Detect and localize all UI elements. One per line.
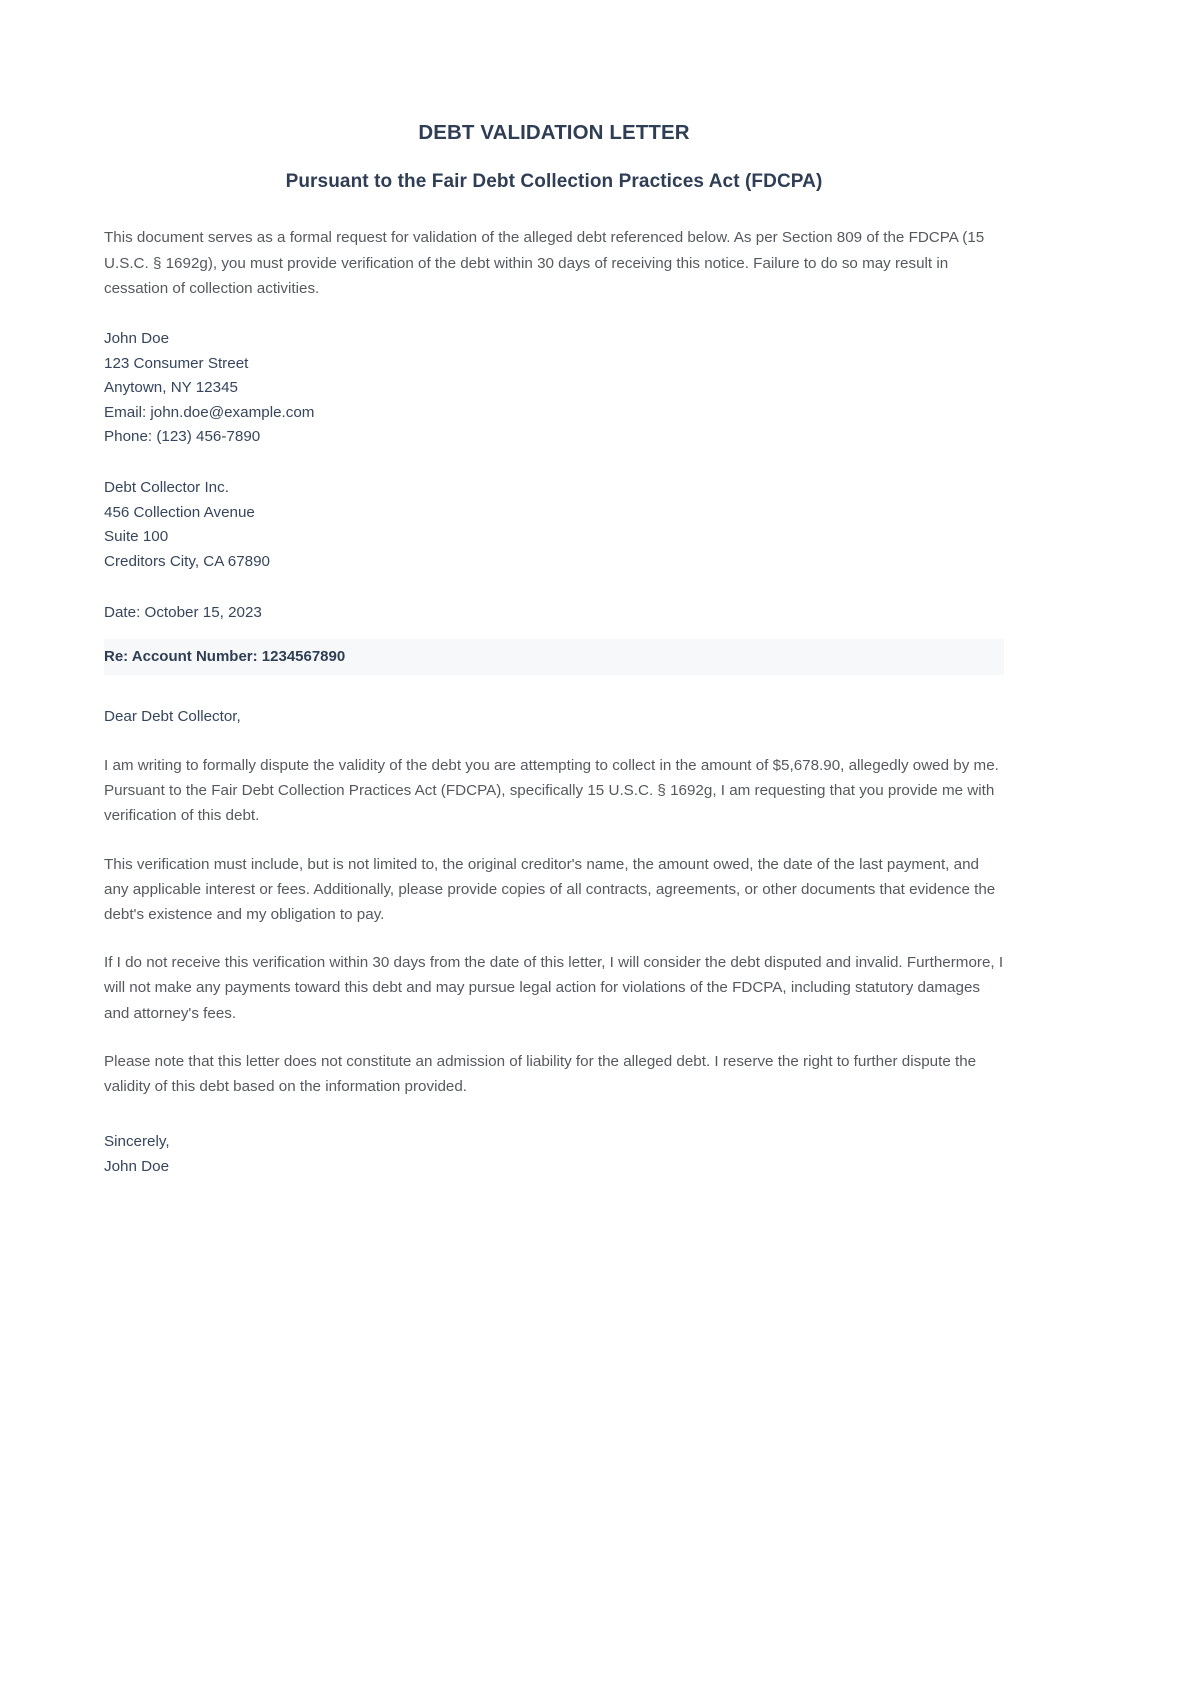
account-reference-bar xyxy=(104,639,1004,675)
sender-city-state-zip: Anytown, NY 12345 xyxy=(104,379,238,397)
recipient-suite: Suite 100 xyxy=(104,528,169,546)
recipient-company: Debt Collector Inc. xyxy=(104,479,229,497)
closing-valediction: Sincerely, xyxy=(104,1133,170,1151)
document-title: DEBT VALIDATION LETTER xyxy=(418,121,690,144)
sender-name: John Doe xyxy=(104,329,170,347)
body-paragraph-1-wrapper xyxy=(104,753,1004,829)
sender-street: 123 Consumer Street xyxy=(104,354,249,372)
body-paragraph-2: This verification must include, but is not limited to, the original creditor's name, the amount owed, the date of the last payment, and any applicable interest or fees. Additionally, please provide copies of all contracts, agreements, or other documents that evidence the debt's existence and my obligation to pay. xyxy=(104,855,996,924)
document-subtitle: Pursuant to the Fair Debt Collection Practices Act (FDCPA) xyxy=(285,170,823,192)
recipient-city-state-zip: Creditors City, CA 67890 xyxy=(104,552,271,570)
recipient-address-block xyxy=(104,476,1004,575)
closing-block xyxy=(104,1130,1004,1179)
sender-email: Email: john.doe@example.com xyxy=(104,403,315,421)
body-paragraph-2-wrapper xyxy=(104,852,1004,928)
closing-signature-name: John Doe xyxy=(104,1158,170,1176)
account-reference-text: Re: Account Number: 1234567890 xyxy=(104,648,346,666)
intro-paragraph-block xyxy=(104,225,1004,301)
intro-paragraph: This document serves as a formal request for validation of the alleged debt referenced below. As per Section 809 of the FDCPA (15 U.S.C. § 1692g), you must provide verification of the debt within 30 days of receiving this notice. Failure to do so may result in cessation of collection activities. xyxy=(104,229,985,297)
body-paragraph-3: If I do not receive this verification within 30 days from the date of this letter, I will consider the debt disputed and invalid. Furthermore, I will not make any payments toward this debt and may pursue legal action for violations of the FDCPA, including statutory damages and attorney's fees. xyxy=(104,954,1004,1022)
document-content xyxy=(104,118,1004,1180)
letter-date: Date: October 15, 2023 xyxy=(104,603,262,621)
sender-address-block xyxy=(104,327,1004,450)
body-paragraph-4: Please note that this letter does not constitute an admission of liability for the alleged debt. I reserve the right to further dispute the validity of this debt based on the information provided. xyxy=(104,1052,977,1096)
body-paragraph-1: I am writing to formally dispute the validity of the debt you are attempting to collect in the amount of $5,678.90, allegedly owed by me. Pursuant to the Fair Debt Collection Practices Act (FDCPA), specifically 15 U.S.C. § 1692g, I am requesting that you provide me with verification of this debt. xyxy=(104,756,999,825)
body-paragraph-4-wrapper xyxy=(104,1049,1004,1099)
sender-phone: Phone: (123) 456-7890 xyxy=(104,428,261,446)
recipient-street: 456 Collection Avenue xyxy=(104,503,255,521)
body-paragraph-3-wrapper xyxy=(104,950,1004,1026)
salutation: Dear Debt Collector, xyxy=(104,708,241,726)
